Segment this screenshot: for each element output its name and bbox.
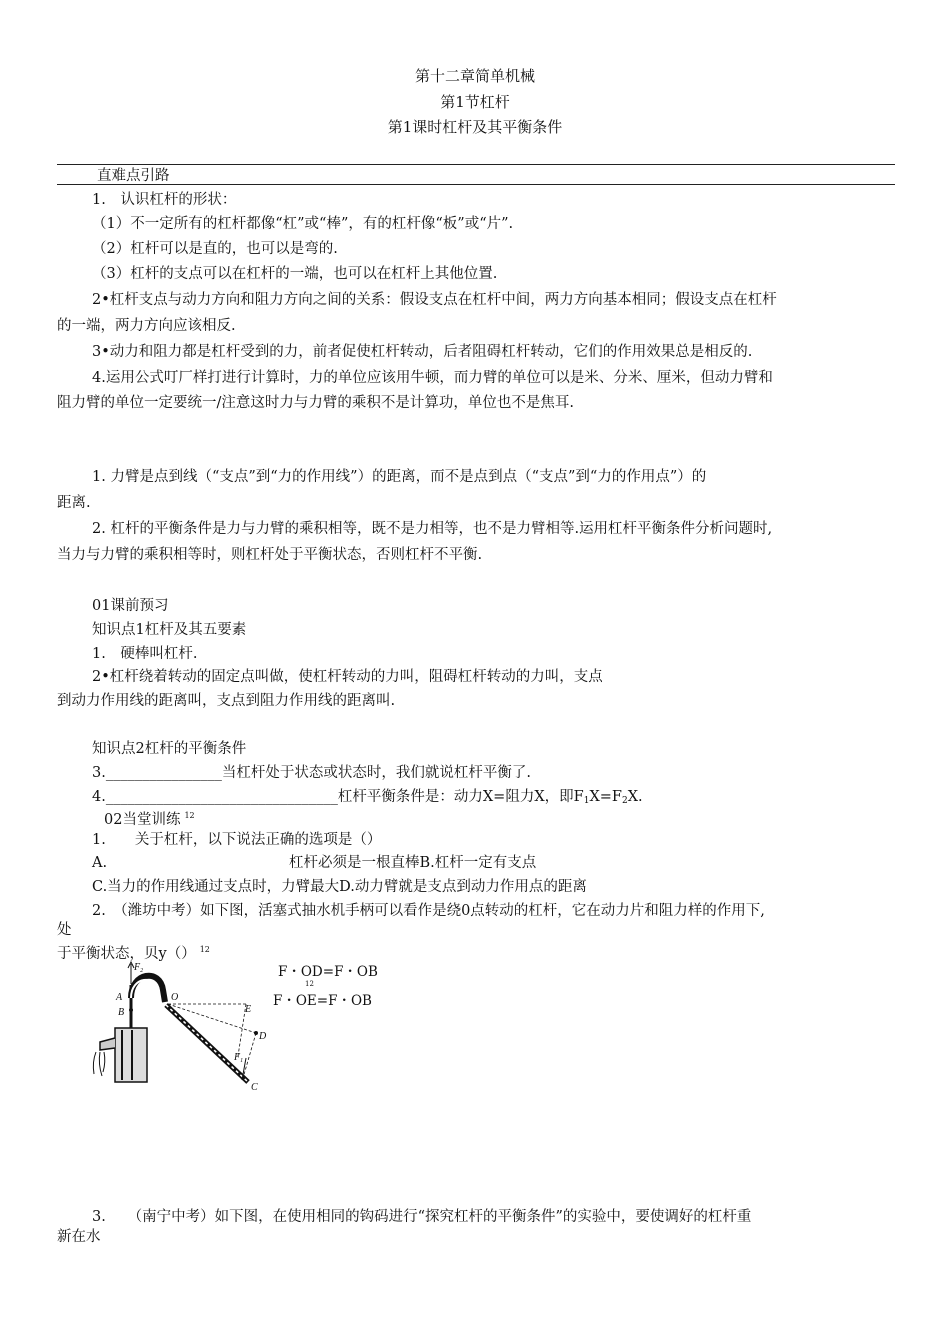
- equation-2-clip: [270, 993, 380, 1005]
- label-a: A: [116, 992, 123, 1003]
- rule-top: [57, 164, 895, 165]
- preview-heading: 01课前预习: [92, 598, 169, 614]
- knowledge-point-1: 知识点1杠杆及其五要素: [92, 622, 247, 638]
- chapter-title: 第十二章简单机械: [414, 67, 535, 85]
- preview-q3: [92, 763, 531, 783]
- pump-lever-figure: [88, 960, 273, 1095]
- classwork-q1: 1. 关于杠杆，以下说法正确的选项是（）: [92, 832, 382, 848]
- classwork-heading-text: 02当堂训练: [104, 812, 181, 828]
- classwork-q3-b: 新在水: [57, 1229, 101, 1245]
- guide-p1-1: （1）不一定所有的杠杆都像“杠”或“棒”，有的杠杆像“板”或“片”.: [92, 216, 514, 232]
- preview-q2-a: 2•杠杆绕着转动的固定点叫做，使杠杆转动的力叫，阻碍杠杆转动的力叫，支点: [92, 669, 603, 685]
- guide-p4-b: 阻力臂的单位一定要统一/注意这时力与力臂的乘积不是计算功，单位也不是焦耳.: [57, 395, 574, 411]
- label-f2: $F_2$: [134, 962, 144, 974]
- q4-text-c: X.: [627, 789, 643, 805]
- label-e: E: [245, 1004, 252, 1015]
- label-o: O: [171, 992, 179, 1003]
- classwork-heading-sup: 12: [184, 811, 195, 820]
- rule-bottom: [57, 184, 895, 185]
- q4-text-a: 杠杆平衡条件是：动力X=阻力X，即F: [337, 789, 584, 805]
- classwork-q3-a: 3. （南宁中考）如下图，在使用相同的钩码进行“探究杠杆的平衡条件”的实验中，要使调好的杠杆重: [92, 1209, 752, 1225]
- label-d: D: [259, 1031, 267, 1042]
- section-title: 第1节杠杆: [440, 93, 510, 111]
- classwork-heading: [104, 806, 195, 830]
- label-f1: $F_1$: [234, 1052, 244, 1064]
- guide-p2-b: 的一端，两力方向应该相反.: [57, 318, 236, 334]
- q3-blank[interactable]: 3.________________: [92, 765, 222, 781]
- guide-p1-3: （3）杠杆的支点可以在杠杆的一端，也可以在杠杆上其他位置.: [92, 266, 498, 282]
- note-1-b: 距离.: [57, 495, 91, 511]
- guide-p1-2: （2）杠杆可以是直的，也可以是弯的.: [92, 241, 338, 257]
- q4-sub2: 2: [621, 796, 628, 806]
- knowledge-point-2: 知识点2杠杆的平衡条件: [92, 741, 247, 757]
- guide-p1: 1. 认识杠杆的形状：: [92, 192, 237, 208]
- classwork-q2-a: 2. （潍坊中考）如下图，活塞式抽水机手柄可以看作是绕0点转动的杠杆，它在动力片和阻力样的作用下,: [92, 903, 765, 919]
- label-b: B: [118, 1007, 125, 1018]
- equation-2: F・OE=F・OB: [273, 993, 372, 1005]
- preview-q2-b: 到动力作用线的距离叫，支点到阻力作用线的距离叫.: [57, 693, 396, 709]
- q1-option-a-label: A.: [92, 855, 108, 871]
- label-c: C: [251, 1082, 258, 1093]
- q2-sup: 12: [199, 945, 210, 954]
- q1-options-ab: 杠杆必须是一根直棒B.杠杆一定有支点: [289, 855, 537, 871]
- classwork-q2-b: 处: [57, 922, 72, 938]
- q3-text: 当杠杆处于状态或状态时，我们就说杠杆平衡了.: [221, 765, 531, 781]
- q4-blank[interactable]: 4.________________________________: [92, 789, 338, 805]
- note-1-a: 1. 力臂是点到线（“支点”到“力的作用线”）的距离，而不是点到点（“支点”到“力的作用点”）的: [92, 469, 707, 485]
- guide-heading: 直难点引路: [97, 168, 170, 184]
- note-2-b: 当力与力臂的乘积相等时，则杠杆处于平衡状态，否则杠杆不平衡.: [57, 547, 483, 563]
- guide-p2-a: 2•杠杆支点与动力方向和阻力方向之间的关系：假设支点在杠杆中间，两力方向基本相同；假设支点在杠杆: [92, 292, 777, 308]
- lesson-title: 第1课时杠杆及其平衡条件: [387, 118, 563, 136]
- equation-1: F・OD=F・OB: [278, 964, 378, 980]
- q1-options-cd: C.当力的作用线通过支点时，力臂最大D.动力臂就是支点到动力作用点的距离: [92, 879, 587, 895]
- equation-sup: 12: [305, 980, 314, 988]
- q4-sub1: 1: [583, 796, 590, 806]
- note-2-a: 2. 杠杆的平衡条件是力与力臂的乘积相等，既不是力相等，也不是力臂相等.运用杠杆平衡条件分析问题时,: [92, 521, 773, 537]
- q4-text-b: X=F: [589, 789, 622, 805]
- q2-c-text: 于平衡状态，贝y（）: [57, 946, 196, 962]
- preview-q1: 1. 硬棒叫杠杆.: [92, 646, 198, 662]
- guide-p3: 3•动力和阻力都是杠杆受到的力，前者促使杠杆转动，后者阻碍杠杆转动，它们的作用效果总是相反的.: [92, 344, 753, 360]
- guide-p4-a: 4.运用公式叮厂样打进行计算时，力的单位应该用牛顿，而力臂的单位可以是米、分米、厘米，但动力臂和: [92, 370, 773, 386]
